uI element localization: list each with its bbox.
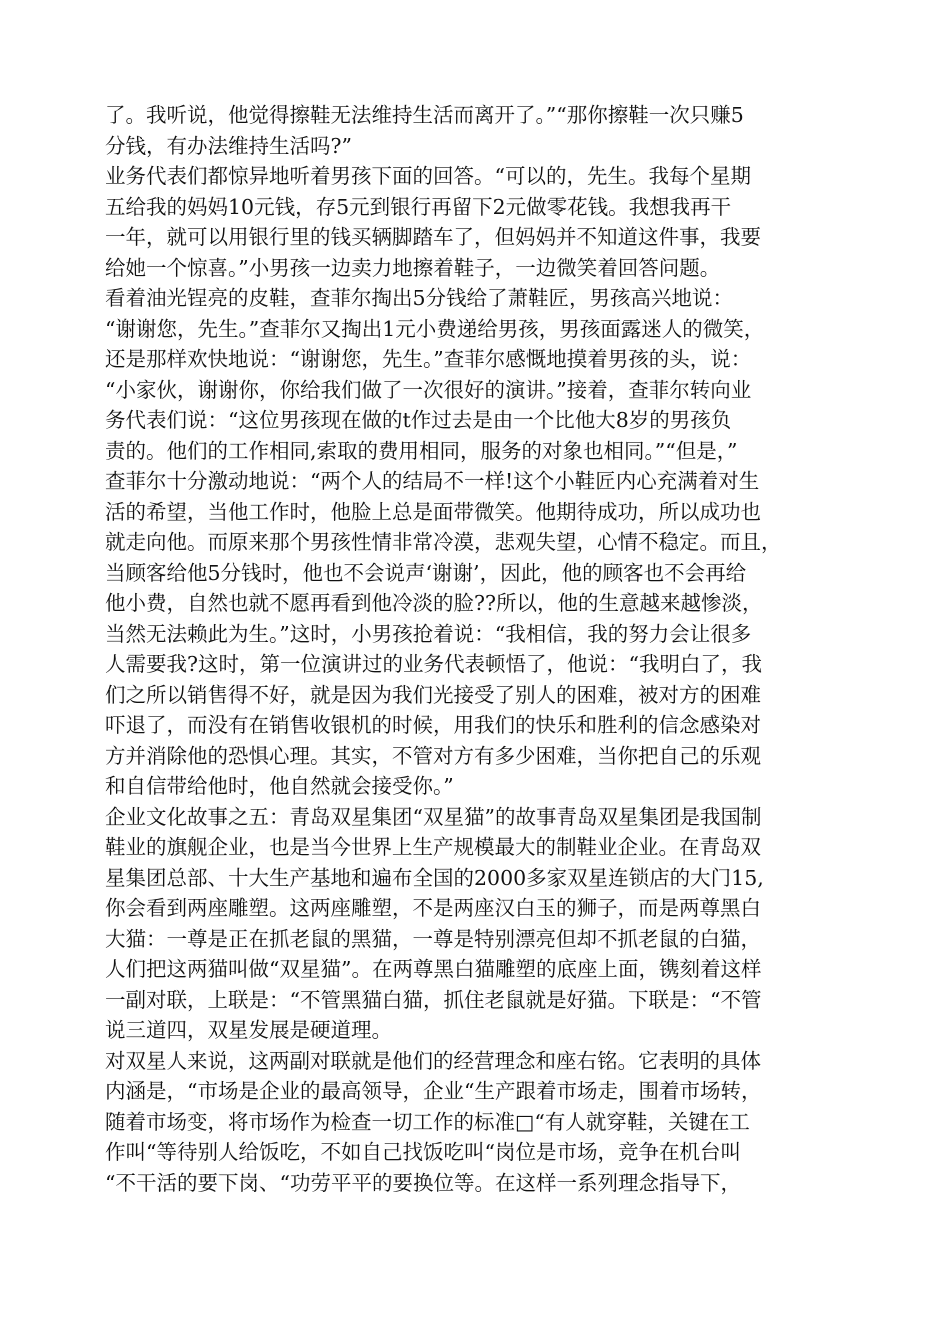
text-line: 务代表们说：“这位男孩现在做的t作过去是由一个比他大8岁的男孩负 <box>105 408 732 432</box>
text-line: 大猫：一尊是正在抓老鼠的黑猫，一尊是特别漂亮但却不抓老鼠的白猫， <box>105 926 761 951</box>
text-line: 当顾客给他5分钱时，他也不会说声‘谢谢’，因此，他的顾客也不会再给 <box>105 560 747 585</box>
text-line: “不干活的要下岗、“功劳平平的要换位等。在这样一系列理念指导下， <box>105 1170 741 1195</box>
text-line: 们之所以销售得不好，就是因为我们光接受了别人的困难，被对方的困难 <box>105 682 761 707</box>
text-line: 查菲尔十分激动地说：“两个人的结局不一样!这个小鞋匠内心充满着对生 <box>105 469 760 493</box>
text-line: 人们把这两猫叫做“双星猫”。在两尊黑白猫雕塑的底座上面，镌刻着这样 <box>105 957 762 981</box>
text-line: 企业文化故事之五：青岛双星集团“双星猫”的故事青岛双星集团是我国制 <box>105 804 762 829</box>
text-line: 人需要我?这时，第一位演讲过的业务代表顿悟了，他说：“我明白了，我 <box>105 652 762 676</box>
text-line: 业务代表们都惊异地听着男孩下面的回答。“可以的，先生。我每个星期 <box>105 164 751 188</box>
text-line: 一年，就可以用银行里的钱买辆脚踏车了，但妈妈并不知道这件事，我要 <box>105 225 761 249</box>
text-line: 说三道四，双星发展是硬道理。 <box>105 1018 392 1042</box>
text-line: 分钱，有办法维持生活吗?” <box>105 133 352 158</box>
text-line: 给她一个惊喜。”小男孩一边卖力地擦着鞋子，一边微笑着回答问题。 <box>105 255 721 280</box>
text-line: 就走向他。而原来那个男孩性情非常冷漠，悲观失望，心情不稳定。而且， <box>105 530 782 554</box>
text-line: 责的。他们的工作相同,索取的费用相同，服务的对象也相同。”“但是，” <box>105 438 738 463</box>
text-line: 他小费，自然也就不愿再看到他冷淡的脸??所以，他的生意越来越惨淡， <box>105 591 763 615</box>
text-line: 吓退了，而没有在销售收银机的时候，用我们的快乐和胜利的信念感染对 <box>105 713 761 737</box>
text-line: “谢谢您，先生。”查菲尔又掏出1元小费递给男孩，男孩面露迷人的微笑， <box>105 316 765 341</box>
text-line: 还是那样欢快地说：“谢谢您，先生。”查菲尔感慨地摸着男孩的头，说： <box>105 347 752 371</box>
text-line: 和自信带给他时，他自然就会接受你。” <box>105 774 454 798</box>
text-line: 作叫“等待别人给饭吃，不如自己找饭吃叫“岗位是市场，竞争在机台叫 <box>105 1140 741 1164</box>
text-line: 看着油光锃亮的皮鞋，查菲尔掏出5分钱给了萧鞋匠，男孩高兴地说： <box>105 286 734 310</box>
text-line: 你会看到两座雕塑。这两座雕塑，不是两座汉白玉的狮子，而是两尊黑白 <box>105 896 761 920</box>
document-body <box>105 100 865 1198</box>
text-line: 内涵是，“市场是企业的最高领导，企业“生产跟着市场走，围着市场转， <box>105 1079 762 1103</box>
text-line: 对双星人来说，这两副对联就是他们的经营理念和座右铭。它表明的具体 <box>105 1048 761 1073</box>
text-line: 鞋业的旗舰企业，也是当今世界上生产规模最大的制鞋业企业。在青岛双 <box>105 835 761 859</box>
text-line: 活的希望，当他工作时，他脸上总是面带微笑。他期待成功，所以成功也 <box>105 499 761 524</box>
text-line: 五给我的妈妈10元钱，存5元到银行再留下2元做零花钱。我想我再干 <box>105 194 732 219</box>
text-line: 星集团总部、十大生产基地和遍布全国的2000多家双星连锁店的大门15, <box>105 865 764 890</box>
text-line: 随着市场变，将市场作为检查一切工作的标准□“有人就穿鞋，关键在工 <box>105 1109 750 1134</box>
text-line: “小家伙，谢谢你，你给我们做了一次很好的演讲。”接着，查菲尔转向业 <box>105 377 752 402</box>
text-line: 一副对联，上联是：“不管黑猫白猫，抓住老鼠就是好猫。下联是：“不管 <box>105 987 762 1012</box>
text-line: 当然无法赖此为生。”这时，小男孩抢着说：“我相信，我的努力会让很多 <box>105 621 752 646</box>
text-line: 方并消除他的恐惧心理。其实，不管对方有多少困难，当你把自己的乐观 <box>105 743 761 768</box>
text-line: 了。我听说，他觉得擦鞋无法维持生活而离开了。”“那你擦鞋一次只赚5 <box>105 103 744 127</box>
